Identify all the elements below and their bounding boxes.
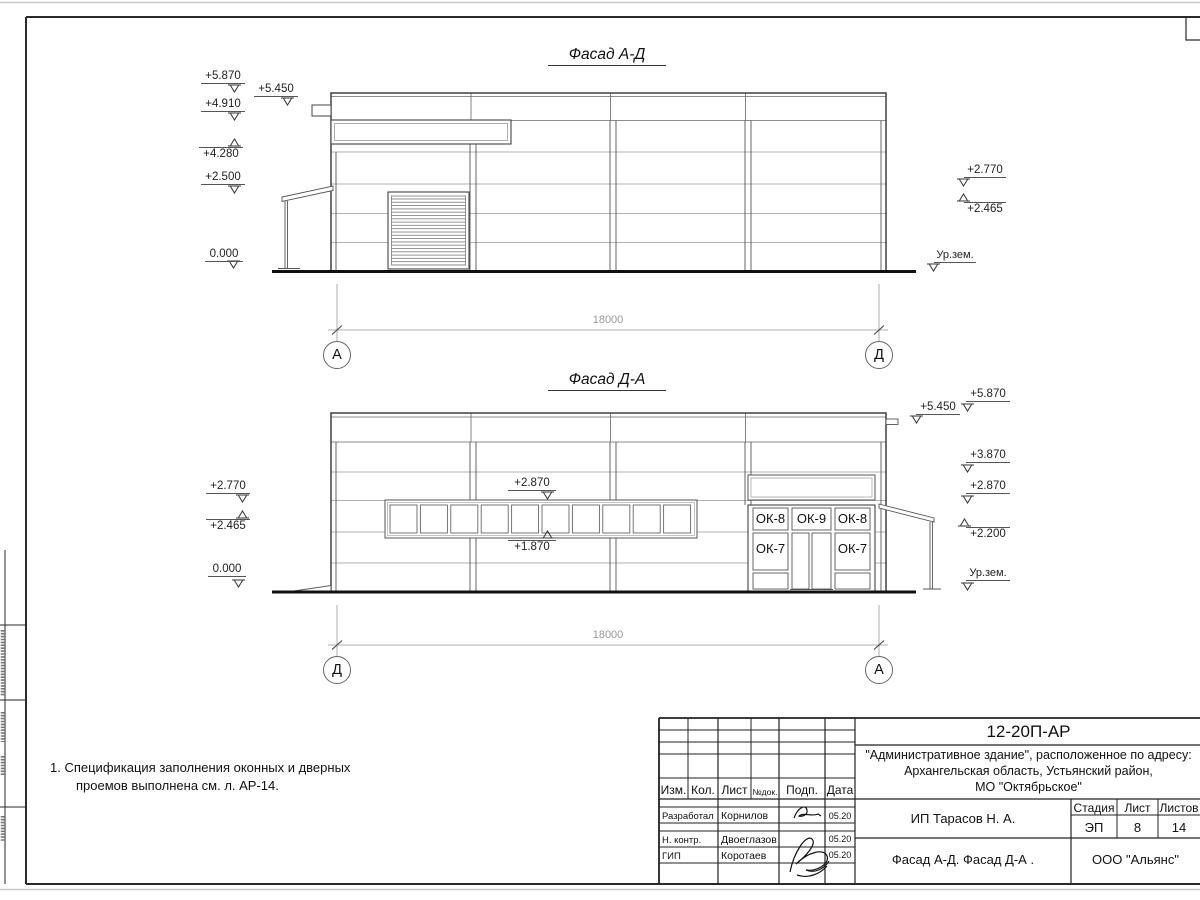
window-label: ОК-8 [755, 511, 786, 526]
window-band [385, 500, 697, 538]
elevation-mark: +5.450 [916, 401, 960, 415]
role-nkontr: Н. контр. [662, 835, 702, 846]
project-line-1: "Административное здание", расположенное по адресу: [865, 748, 1192, 762]
sheet-value: 8 [1133, 820, 1142, 835]
sheet-title: Фасад А-Д. Фасад Д-А . [891, 852, 1035, 867]
left-canopy [278, 186, 333, 269]
facade-da-title: Фасад Д-А [548, 371, 666, 391]
axis-letter: Д [332, 662, 342, 678]
date-razrabotal: 05.20 [828, 811, 852, 821]
roller-door [388, 192, 469, 269]
window-label: ОК-9 [796, 511, 827, 526]
elevation-mark: +2.870 [508, 477, 556, 491]
elevation-mark: +4.910 [201, 98, 245, 112]
elevation-mark: +2.465 [964, 202, 1006, 216]
stage-value: ЭП [1084, 820, 1104, 835]
window-label: ОК-7 [755, 541, 786, 556]
role-gip: ГИП [662, 851, 681, 862]
storefront [748, 475, 875, 592]
dimension-ad [328, 284, 888, 341]
axis-letter: Д [874, 347, 884, 363]
elevation-mark: +1.870 [508, 540, 556, 554]
signature-gip [790, 838, 829, 876]
sheets-header: Листов [1159, 801, 1199, 815]
name-korotaev: Коротаев [721, 850, 767, 862]
door-leaf [792, 533, 809, 589]
elevation-mark: +2.770 [964, 164, 1006, 178]
ground-level-label: Ур.зем. [966, 567, 1010, 581]
elevation-mark: +2.500 [201, 171, 245, 185]
date-nkontr: 05.20 [828, 834, 852, 844]
elevation-mark: +3.870 [966, 449, 1010, 463]
project-line-2: Архангельская область, Устьянский район, [904, 764, 1153, 778]
signature-korniloff [794, 807, 821, 818]
col-header-list: Лист [721, 783, 748, 797]
dimension-label: 18000 [592, 629, 624, 641]
client-name: ИП Тарасов Н. А. [910, 811, 1016, 826]
date-gip: 05.20 [828, 850, 852, 860]
parapet-protrusion [312, 105, 331, 116]
note-line-2: проемов выполнена см. л. АР-14. [76, 778, 279, 793]
elevation-mark: +5.870 [201, 70, 245, 84]
facade-ad-title: Фасад А-Д [548, 46, 666, 66]
elevation-mark: +2.870 [966, 480, 1010, 494]
name-dvoeglazov: Двоеглазов [721, 834, 777, 846]
elevation-mark: +2.465 [206, 519, 250, 533]
axis-letter: А [874, 662, 884, 678]
name-kornilov: Корнилов [721, 810, 769, 822]
project-line-3: МО "Октябрьское" [975, 780, 1082, 794]
col-header-podp: Подп. [786, 783, 818, 797]
window-label: ОК-7 [837, 541, 868, 556]
axis-letter: А [332, 347, 342, 363]
roof-protrusion [886, 419, 898, 425]
sheets-value: 14 [1171, 820, 1187, 835]
elevation-arrows-ad [227, 85, 970, 271]
company-name: ООО "Альянс" [1092, 852, 1179, 867]
elevation-mark: +2.770 [206, 480, 250, 494]
elevation-mark: 0.000 [205, 248, 243, 262]
window-label: ОК-8 [837, 511, 868, 526]
col-header-ndok: №док. [752, 787, 778, 797]
col-header-izm: Изм. [660, 783, 687, 797]
elevation-mark: 0.000 [208, 563, 246, 577]
stage-header: Стадия [1073, 801, 1115, 815]
note-line-1: 1. Спецификация заполнения оконных и дверных [50, 760, 351, 775]
col-header-data: Дата [826, 783, 854, 797]
elevation-mark: +4.280 [199, 147, 243, 161]
door-leaf [812, 533, 831, 589]
elevation-mark: +5.450 [254, 83, 298, 97]
role-razrabotal: Разработал [662, 811, 714, 822]
elevation-mark: +5.870 [966, 388, 1010, 402]
right-canopy [879, 504, 941, 589]
dimension-label: 18000 [592, 314, 624, 326]
sign-band [748, 475, 875, 500]
sheet-header: Лист [1124, 801, 1151, 815]
elevation-mark: +2.200 [966, 527, 1010, 541]
doc-number: 12-20П-АР [986, 722, 1071, 741]
col-header-kol: Кол. [691, 783, 715, 797]
ground-level-label: Ур.зем. [934, 249, 976, 263]
